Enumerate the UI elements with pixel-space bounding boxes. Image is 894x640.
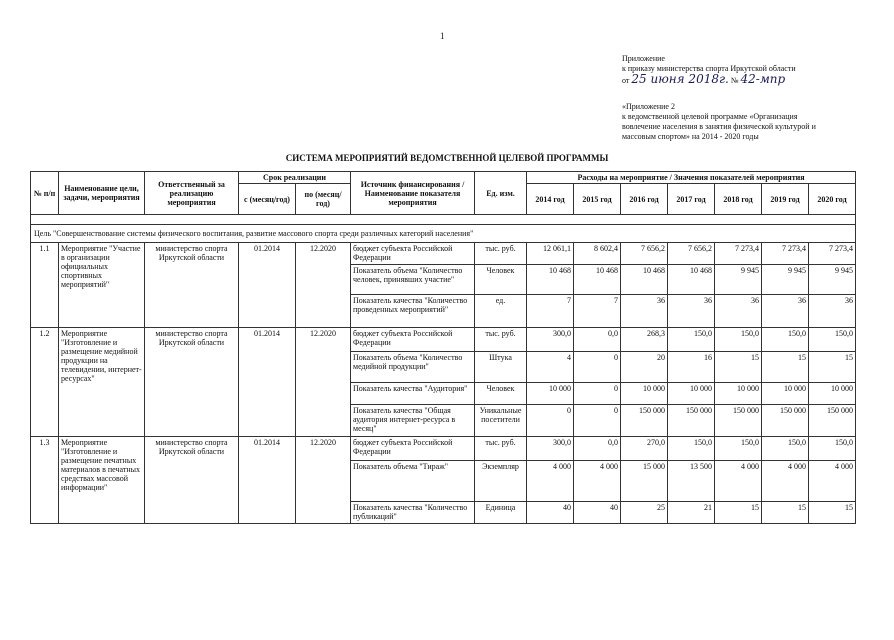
unit-cell: ед.	[475, 295, 527, 328]
value-cell: 7 273,4	[809, 243, 856, 265]
value-cell: 15	[715, 352, 762, 383]
table-row	[31, 437, 856, 461]
value-cell: 150,0	[809, 328, 856, 352]
unit-cell: Человек	[475, 265, 527, 295]
value-cell: 25	[621, 502, 668, 524]
appendix-date-handwritten: 25 июня 2018г.	[631, 72, 729, 86]
appendix-number-handwritten: 42-мпр	[740, 72, 786, 86]
event-from: 01.2014	[239, 437, 296, 524]
value-cell: 150,0	[715, 437, 762, 461]
value-cell: 150,0	[715, 328, 762, 352]
table-row	[31, 328, 856, 352]
value-cell: 0	[527, 405, 574, 437]
source-cell: Показатель качества "Количество проведенных мероприятий"	[351, 295, 475, 328]
value-cell: 150 000	[809, 405, 856, 437]
value-cell: 150,0	[809, 437, 856, 461]
event-number: 1.2	[31, 328, 59, 437]
header-year: 2020 год	[809, 184, 856, 215]
value-cell: 10 000	[527, 383, 574, 405]
value-cell: 15	[762, 352, 809, 383]
header-source: Источник финансирования / Наименование показателя мероприятия	[351, 172, 475, 215]
unit-cell: тыс. руб.	[475, 437, 527, 461]
unit-cell: Штука	[475, 352, 527, 383]
value-cell: 150 000	[715, 405, 762, 437]
events-tbody	[31, 225, 856, 524]
header-to: по (месяц/год)	[296, 184, 351, 215]
value-cell: 4 000	[809, 461, 856, 502]
header-from: с (месяц/год)	[239, 184, 296, 215]
appendix-line2: к приказу министерства спорта Иркутской области	[622, 64, 796, 73]
value-cell: 0,0	[574, 437, 621, 461]
value-cell: 4 000	[762, 461, 809, 502]
event-name: Мероприятие "Участие в организации официальных спортивных мероприятий"	[59, 243, 145, 328]
header-num: № п/п	[31, 172, 59, 215]
value-cell: 150,0	[668, 437, 715, 461]
event-name: Мероприятие "Изготовление и размещение медийной продукции на телевидении, интернет-ресурсах"	[59, 328, 145, 437]
value-cell: 7 273,4	[762, 243, 809, 265]
value-cell: 10 468	[527, 265, 574, 295]
value-cell: 8 602,4	[574, 243, 621, 265]
value-cell: 4 000	[574, 461, 621, 502]
event-from: 01.2014	[239, 328, 296, 437]
value-cell: 268,3	[621, 328, 668, 352]
value-cell: 0	[574, 383, 621, 405]
value-cell: 36	[668, 295, 715, 328]
source-cell: Показатель качества "Аудитория"	[351, 383, 475, 405]
value-cell: 40	[527, 502, 574, 524]
value-cell: 7	[527, 295, 574, 328]
event-to: 12.2020	[296, 328, 351, 437]
appendix-line1: Приложение	[622, 54, 665, 63]
unit-cell: тыс. руб.	[475, 243, 527, 265]
value-cell: 150 000	[621, 405, 668, 437]
value-cell: 40	[574, 502, 621, 524]
value-cell: 9 945	[715, 265, 762, 295]
value-cell: 9 945	[762, 265, 809, 295]
value-cell: 12 061,1	[527, 243, 574, 265]
value-cell: 10 468	[574, 265, 621, 295]
value-cell: 4 000	[527, 461, 574, 502]
source-cell: Показатель качества "Общая аудитория интернет-ресурса в месяц"	[351, 405, 475, 437]
event-name: Мероприятие "Изготовление и размещение печатных материалов в печатных средствах массовой информации"	[59, 437, 145, 524]
source-cell: Показатель объема "Количество медийной продукции"	[351, 352, 475, 383]
value-cell: 10 468	[621, 265, 668, 295]
value-cell: 15	[762, 502, 809, 524]
header-year: 2019 год	[762, 184, 809, 215]
header-year: 2016 год	[621, 184, 668, 215]
value-cell: 0,0	[574, 328, 621, 352]
value-cell: 21	[668, 502, 715, 524]
value-cell: 36	[809, 295, 856, 328]
value-cell: 150,0	[762, 328, 809, 352]
appendix2-line1: «Приложение 2	[622, 102, 675, 111]
event-number: 1.3	[31, 437, 59, 524]
value-cell: 4 000	[715, 461, 762, 502]
value-cell: 150 000	[668, 405, 715, 437]
value-cell: 150,0	[762, 437, 809, 461]
value-cell: 10 000	[762, 383, 809, 405]
appendix2-line3: вовлечение населения в занятия физической культурой и	[622, 122, 816, 131]
value-cell: 7	[574, 295, 621, 328]
document-title: СИСТЕМА МЕРОПРИЯТИЙ ВЕДОМСТВЕННОЙ ЦЕЛЕВОЙ ПРОГРАММЫ	[285, 153, 609, 163]
value-cell: 13 500	[668, 461, 715, 502]
source-cell: бюджет субъекта Российской Федерации	[351, 437, 475, 461]
value-cell: 7 273,4	[715, 243, 762, 265]
table-row	[31, 243, 856, 265]
unit-cell: тыс. руб.	[475, 328, 527, 352]
events-table	[30, 171, 856, 524]
value-cell: 20	[621, 352, 668, 383]
event-from: 01.2014	[239, 243, 296, 328]
event-responsible: министерство спорта Иркутской области	[145, 328, 239, 437]
header-year: 2017 год	[668, 184, 715, 215]
value-cell: 10 468	[668, 265, 715, 295]
header-period: Срок реализации	[239, 172, 351, 184]
value-cell: 9 945	[809, 265, 856, 295]
unit-cell: Человек	[475, 383, 527, 405]
value-cell: 4	[527, 352, 574, 383]
header-year: 2015 год	[574, 184, 621, 215]
appendix2-line4: массовым спортом» на 2014 - 2020 годы	[622, 132, 759, 141]
value-cell: 15 000	[621, 461, 668, 502]
source-cell: бюджет субъекта Российской Федерации	[351, 328, 475, 352]
header-unit: Ед. изм.	[475, 172, 527, 215]
event-to: 12.2020	[296, 243, 351, 328]
value-cell: 10 000	[621, 383, 668, 405]
appendix-date-line	[622, 74, 796, 86]
unit-cell: Единица	[475, 502, 527, 524]
header-responsible: Ответственный за реализацию мероприятия	[145, 172, 239, 215]
value-cell: 150,0	[668, 328, 715, 352]
value-cell: 15	[715, 502, 762, 524]
value-cell: 0	[574, 352, 621, 383]
page-number: 1	[440, 31, 445, 41]
header-expenses: Расходы на мероприятие / Значения показателей мероприятия	[527, 172, 856, 184]
header-gap-row	[31, 215, 856, 225]
value-cell: 270,0	[621, 437, 668, 461]
event-responsible: министерство спорта Иркутской области	[145, 437, 239, 524]
value-cell: 10 000	[668, 383, 715, 405]
event-to: 12.2020	[296, 437, 351, 524]
value-cell: 16	[668, 352, 715, 383]
event-number: 1.1	[31, 243, 59, 328]
source-cell: Показатель объема "Количество человек, принявших участие"	[351, 265, 475, 295]
appendix-block	[622, 54, 796, 86]
unit-cell: Экземпляр	[475, 461, 527, 502]
unit-cell: Уникальные посетители	[475, 405, 527, 437]
value-cell: 10 000	[715, 383, 762, 405]
value-cell: 36	[715, 295, 762, 328]
event-responsible: министерство спорта Иркутской области	[145, 243, 239, 328]
value-cell: 300,0	[527, 328, 574, 352]
goal-row: Цель "Совершенствование системы физического воспитания, развитие массового спорта среди различных категорий населения"	[31, 225, 856, 243]
source-cell: Показатель качества "Количество публикаций"	[351, 502, 475, 524]
value-cell: 15	[809, 352, 856, 383]
value-cell: 0	[574, 405, 621, 437]
value-cell: 300,0	[527, 437, 574, 461]
value-cell: 36	[621, 295, 668, 328]
appendix2-block	[622, 102, 872, 142]
appendix2-line2: к ведомственной целевой программе «Организация	[622, 112, 798, 121]
source-cell: Показатель объема "Тираж"	[351, 461, 475, 502]
header-year: 2018 год	[715, 184, 762, 215]
value-cell: 15	[809, 502, 856, 524]
value-cell: 7 656,2	[621, 243, 668, 265]
appendix-no: №	[730, 76, 739, 85]
value-cell: 7 656,2	[668, 243, 715, 265]
value-cell: 150 000	[762, 405, 809, 437]
appendix-from: от	[622, 76, 630, 85]
value-cell: 36	[762, 295, 809, 328]
header-year: 2014 год	[527, 184, 574, 215]
header-name: Наименование цели, задачи, мероприятия	[59, 172, 145, 215]
source-cell: бюджет субъекта Российской Федерации	[351, 243, 475, 265]
value-cell: 10 000	[809, 383, 856, 405]
